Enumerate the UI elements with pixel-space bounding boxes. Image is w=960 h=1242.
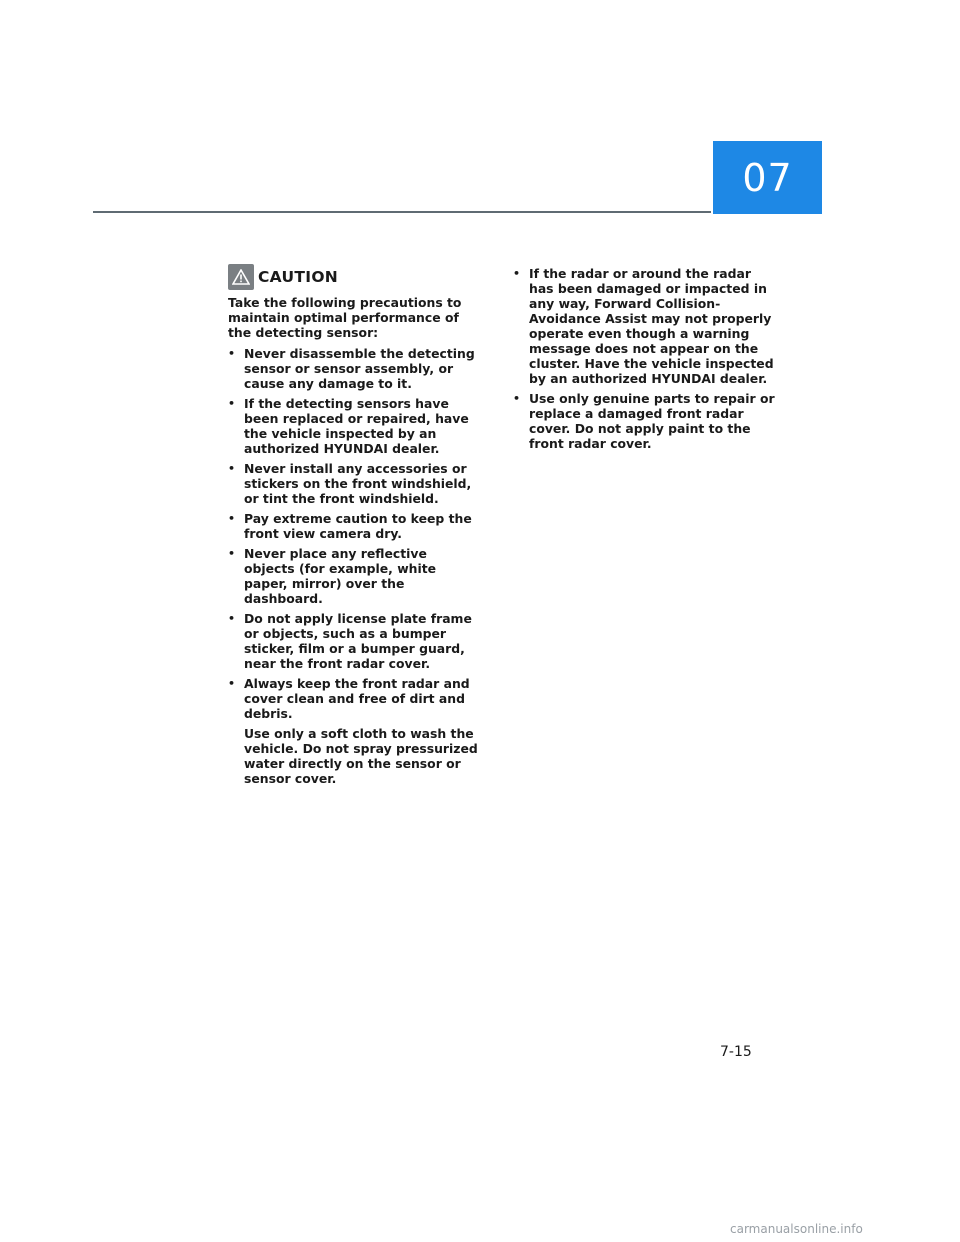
right-bullet-list xyxy=(513,266,775,451)
list-item-subparagraph: Use only a soft cloth to wash the vehicle. Do not spray pressurized water directly on the sensor or sensor cover. xyxy=(244,726,478,786)
chapter-number: 07 xyxy=(742,155,793,200)
list-item: • Never install any accessories or stickers on the front windshield, or tint the front windshield. xyxy=(228,461,478,506)
list-item: • Use only genuine parts to repair or replace a damaged front radar cover. Do not apply paint to the front radar cover. xyxy=(513,391,775,451)
header-divider xyxy=(93,211,711,213)
caution-heading xyxy=(228,263,478,291)
list-item: • Pay extreme caution to keep the front view camera dry. xyxy=(228,511,478,541)
left-bullet-list xyxy=(228,346,478,786)
right-column xyxy=(513,266,775,456)
warning-triangle-icon xyxy=(228,264,254,290)
left-column xyxy=(228,263,478,791)
list-item: • Always keep the front radar and cover clean and free of dirt and debris. Use only a soft cloth to wash the vehicle. Do not spray pressurized water directly on the sensor or sensor cover. xyxy=(228,676,478,786)
watermark: carmanualsonline.info xyxy=(730,1222,863,1236)
page-number: 7-15 xyxy=(720,1044,752,1060)
chapter-tab xyxy=(713,141,822,214)
list-item: • If the detecting sensors have been replaced or repaired, have the vehicle inspected by an authorized HYUNDAI dealer. xyxy=(228,396,478,456)
list-item: • If the radar or around the radar has been damaged or impacted in any way, Forward Collision-Avoidance Assist may not properly operate even though a warning message does not appear on the cluster. Have the vehicle inspected by an authorized HYUNDAI dealer. xyxy=(513,266,775,386)
list-item: • Never disassemble the detecting sensor or sensor assembly, or cause any damage to it. xyxy=(228,346,478,391)
caution-title: CAUTION xyxy=(258,267,339,286)
list-item: • Never place any reflective objects (for example, white paper, mirror) over the dashboard. xyxy=(228,546,478,606)
caution-intro: Take the following precautions to maintain optimal performance of the detecting sensor: xyxy=(228,295,462,340)
list-item: • Do not apply license plate frame or objects, such as a bumper sticker, film or a bumper guard, near the front radar cover. xyxy=(228,611,478,671)
